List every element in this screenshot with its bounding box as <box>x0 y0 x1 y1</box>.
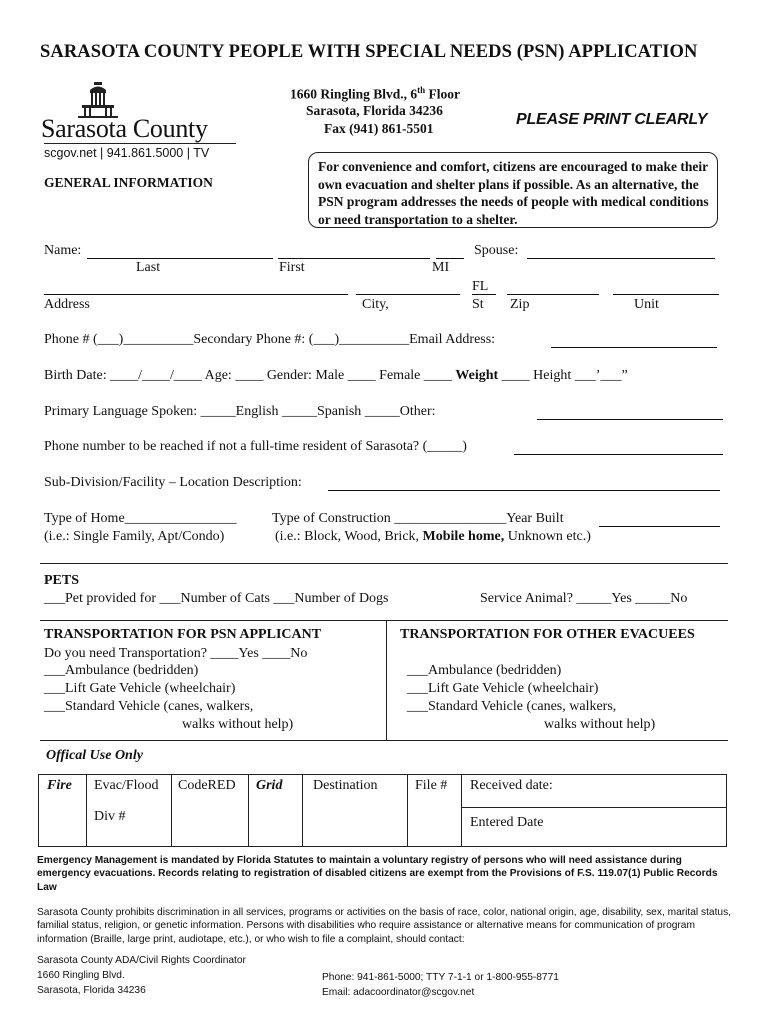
first-name-field[interactable] <box>278 258 430 259</box>
language-row: Primary Language Spoken: _____English _____Spanish _____Other: <box>44 404 436 419</box>
transport-column-divider <box>386 620 387 741</box>
home-type-row: Type of Home________________ <box>44 511 237 526</box>
city-caption: City, <box>362 297 389 312</box>
psn-transport-heading: TRANSPORTATION FOR PSN APPLICANT <box>44 627 322 642</box>
spouse-label: Spouse: <box>474 243 519 258</box>
name-label: Name: <box>44 243 82 258</box>
div-cell: Div # <box>94 809 126 824</box>
nondiscrimination-notice: Sarasota County prohibits discrimination in all services, programs or activities on the basis of race, color, national origin, age, disability, sex, marital status, familial status, religion, or genetic information. Persons with disabilities who require assistance or alternative means for communication of program information (Braille, large print, audiotape, etc.), or who wish to file a complaint, should contact: <box>37 907 732 945</box>
last-name-field[interactable] <box>87 258 273 259</box>
logo-website: scgov.net <box>44 146 97 160</box>
logo-contact-line: scgov.net | 941.861.5000 | TV <box>44 146 210 160</box>
evac-flood-cell: Evac/Flood <box>94 778 159 793</box>
coordinator-address1: 1660 Ringling Blvd. <box>37 970 125 981</box>
phone-row: Phone # (___)__________Secondary Phone #: (___)__________Email Address: <box>44 332 496 347</box>
fire-cell: Fire <box>47 778 72 793</box>
entered-date-cell: Entered Date <box>470 815 544 830</box>
psn-ambulance-option[interactable]: ___Ambulance (bedridden) <box>44 663 199 678</box>
office-fax: Fax (941) 861-5501 <box>324 121 434 136</box>
address-field[interactable] <box>44 294 348 295</box>
weight-label: Weight <box>455 368 499 383</box>
other-standard-option[interactable]: ___Standard Vehicle (canes, walkers, <box>407 699 617 714</box>
official-use-table <box>38 774 727 847</box>
other-transport-heading: TRANSPORTATION FOR OTHER EVACUEES <box>400 627 695 642</box>
unit-field[interactable] <box>613 294 719 295</box>
program-note-box: For convenience and comfort, citizens are encouraged to make their own evacuation and shelter plans if possible. As an alternative, the PSN program addresses the needs of people with medical conditions or need transportation to a shelter. <box>308 152 718 228</box>
codered-cell: CodeRED <box>178 778 236 793</box>
transport-question: Do you need Transportation? ____Yes ____No <box>44 646 308 661</box>
last-caption: Last <box>136 260 161 275</box>
coordinator-email[interactable]: Email: adacoordinator@scgov.net <box>322 987 475 998</box>
logo-tv: TV <box>193 146 210 160</box>
spouse-field[interactable] <box>527 258 715 259</box>
st-caption: St <box>472 297 484 312</box>
year-built-field[interactable] <box>599 526 720 527</box>
destination-cell: Destination <box>313 778 378 793</box>
state-value: FL <box>472 279 489 294</box>
other-standard-option-cont: walks without help) <box>544 717 656 732</box>
address-caption: Address <box>44 297 90 312</box>
nonresident-phone-row: Phone number to be reached if not a full-time resident of Sarasota? (_____) <box>44 439 467 454</box>
zip-field[interactable] <box>507 294 599 295</box>
logo-phone: 941.861.5000 <box>106 146 184 160</box>
psn-standard-option[interactable]: ___Standard Vehicle (canes, walkers, <box>44 699 254 714</box>
email-field[interactable] <box>551 347 717 348</box>
please-print-notice: PLEASE PRINT CLEARLY <box>516 111 708 128</box>
middle-initial-field[interactable] <box>436 258 464 259</box>
mi-caption: MI <box>432 260 450 275</box>
other-ambulance-option[interactable]: ___Ambulance (bedridden) <box>407 663 562 678</box>
grid-cell: Grid <box>256 778 283 793</box>
pets-heading: PETS <box>44 573 80 588</box>
psn-liftgate-option[interactable]: ___Lift Gate Vehicle (wheelchair) <box>44 681 236 696</box>
coordinator-address2: Sarasota, Florida 34236 <box>37 985 146 996</box>
county-logo-name: Sarasota County <box>41 114 208 143</box>
construction-example: (i.e.: Block, Wood, Brick, Mobile home, Unknown etc.) <box>275 529 591 544</box>
official-use-heading: Offical Use Only <box>46 748 143 763</box>
coordinator-phone: Phone: 941-861-5000; TTY 7-1-1 or 1-800-955-8771 <box>322 972 559 983</box>
pets-divider <box>40 563 728 564</box>
other-language-field[interactable] <box>537 419 723 420</box>
city-field[interactable] <box>356 294 460 295</box>
birth-row: Birth Date: ____/____/____ Age: ____ Gender: Male ____ Female ____ Weight ____ Height ___’___” <box>44 368 628 383</box>
records-notice: Emergency Management is mandated by Florida Statutes to maintain a voluntary registry of persons who will need assistance during emergency evacuations. Records relating to registration of disabled citizens are exempt from the Provisions of F.S. 119.07(1) Public Records Law <box>37 855 718 893</box>
received-date-cell: Received date: <box>462 775 726 808</box>
zip-caption: Zip <box>510 297 530 312</box>
coordinator-title: Sarasota County ADA/Civil Rights Coordinator <box>37 955 246 966</box>
first-caption: First <box>279 260 305 275</box>
subdivision-row: Sub-Division/Facility – Location Description: <box>44 475 302 490</box>
service-animal-row: Service Animal? _____Yes _____No <box>480 591 688 606</box>
state-field[interactable] <box>472 294 496 295</box>
file-number-cell: File # <box>415 778 448 793</box>
logo-divider <box>44 143 236 144</box>
office-address-line1: 1660 Ringling Blvd., 6th Floor <box>290 85 461 102</box>
other-liftgate-option[interactable]: ___Lift Gate Vehicle (wheelchair) <box>407 681 599 696</box>
general-information-heading: GENERAL INFORMATION <box>44 175 213 190</box>
nonresident-phone-field[interactable] <box>514 454 723 455</box>
pets-row: ___Pet provided for ___Number of Cats ___Number of Dogs <box>44 591 389 606</box>
transport-divider <box>40 620 728 621</box>
home-type-example: (i.e.: Single Family, Apt/Condo) <box>44 529 225 544</box>
psn-standard-option-cont: walks without help) <box>182 717 294 732</box>
official-divider <box>40 740 728 741</box>
unit-caption: Unit <box>634 297 659 312</box>
subdivision-field[interactable] <box>328 490 720 491</box>
form-title: SARASOTA COUNTY PEOPLE WITH SPECIAL NEEDS (PSN) APPLICATION <box>40 42 698 62</box>
construction-row: Type of Construction ________________Year Built <box>272 511 564 526</box>
office-address-line2: Sarasota, Florida 34236 <box>306 103 443 118</box>
